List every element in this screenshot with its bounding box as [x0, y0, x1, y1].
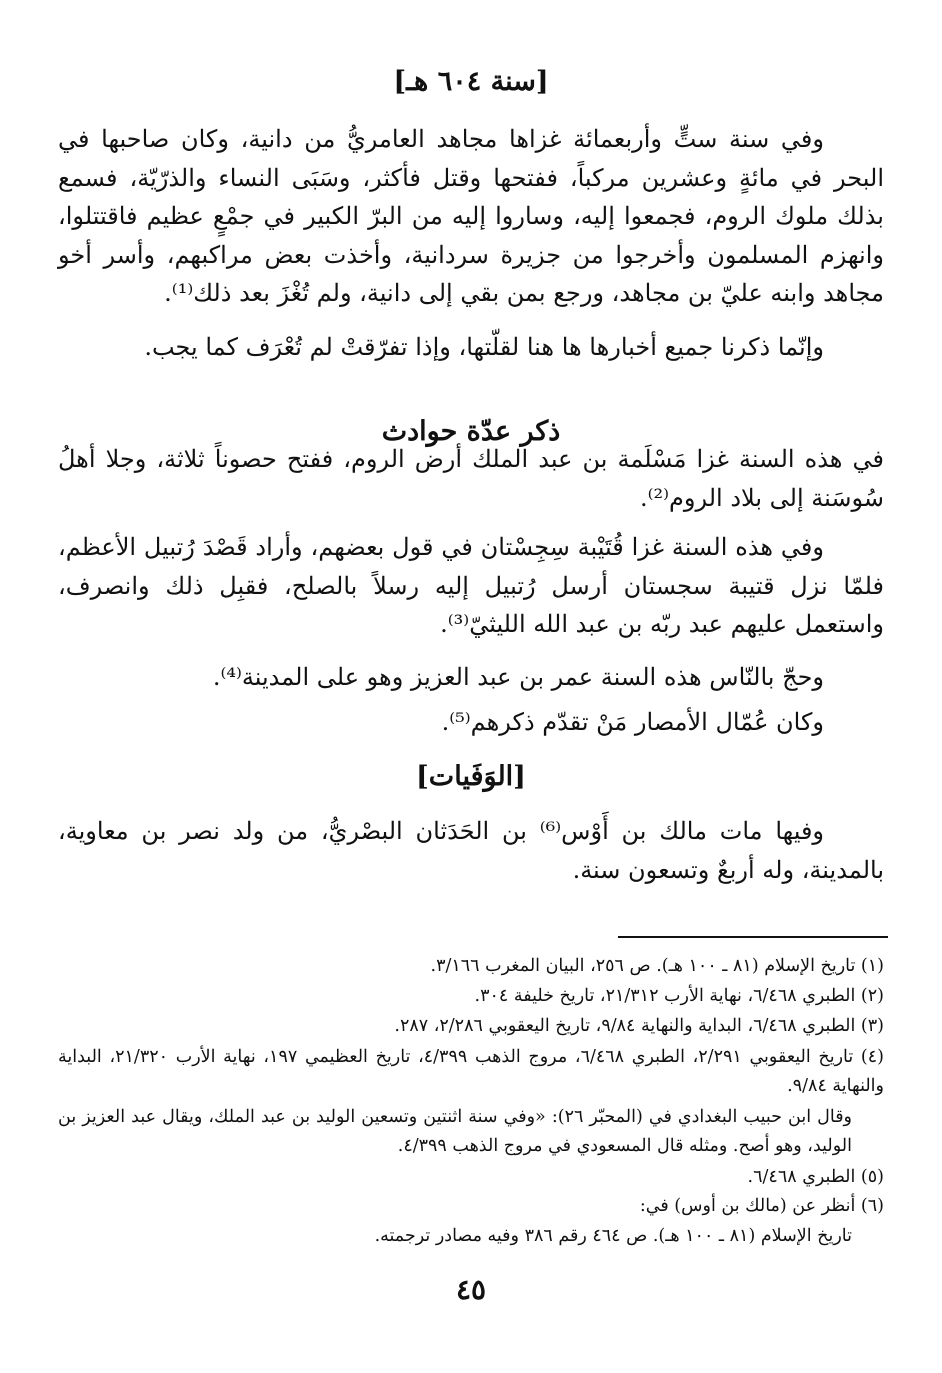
paragraph-hajj: وحجّ بالنّاس هذه السنة عمر بن عبد العزيز وهو على المدينة⁽⁴⁾. [212, 663, 824, 691]
footnote-4-continuation: وقال ابن حبيب البغدادي في (المحبّر ٢٦): «وفي سنة اثنتين وتسعين الوليد بن عبد الملك، ويقال عبد العزيز بن الوليد، وهو أصح. ومثله قال المسعودي في مروج الذهب ٤/٣٩٩. [58, 1107, 853, 1156]
footnote-6-continuation: تاريخ الإسلام (٨١ ـ ١٠٠ هـ). ص ٤٦٤ رقم ٣٨٦ وفيه مصادر ترجمته. [374, 1226, 852, 1246]
paragraph-note: وإنّما ذكرنا جميع أخبارها ها هنا لقلّتها، وإذا تفرّقتْ لم تُعْرَف كما يجب. [144, 333, 824, 361]
section-title-deaths: [الوَفَيات] [416, 761, 526, 792]
paragraph-maslama: في هذه السنة غزا مَسْلَمة بن عبد الملك أرض الروم، ففتح حصوناً ثلاثة، وجلا أهلُ سُوسَنة إلى بلاد الروم⁽²⁾. [58, 445, 884, 512]
footnote-divider [618, 936, 888, 938]
footnote-4: (٤) تاريخ اليعقوبي ٢/٢٩١، الطبري ٦/٤٦٨، مروج الذهب ٤/٣٩٩، تاريخ العظيمي ١٩٧، نهاية الأرب ٢١/٣٢٠، البداية والنهاية ٩/٨٤. [58, 1047, 884, 1096]
section-title-events: ذكر عدّة حوادث [381, 416, 561, 447]
paragraph-death-malik: وفيها مات مالك بن أَوْس⁽⁶⁾ بن الحَدَثان البصْريُّ، من ولد نصر بن معاوية، بالمدينة، وله أربعٌ وتسعون سنة. [58, 817, 884, 884]
footnote-3: (٣) الطبري ٦/٤٦٨، البداية والنهاية ٩/٨٤، تاريخ اليعقوبي ٢/٢٨٦، ٢٨٧. [394, 1016, 884, 1036]
footnote-2: (٢) الطبري ٦/٤٦٨، نهاية الأرب ٢١/٣١٢، تاريخ خليفة ٣٠٤. [474, 986, 884, 1006]
paragraph-governors: وكان عُمّال الأمصار مَنْ تقدّم ذكرهم⁽⁵⁾. [441, 708, 824, 736]
paragraph-qutayba: وفي هذه السنة غزا قُتَيْبة سِجِسْتان في قول بعضهم، وأراد قَصْدَ رُتبيل الأعظم، فلمّا نزل قتيبة سجستان أرسل رُتبيل إليه رسلاً بالصلح، فقبِل ذلك وانصرف، واستعمل عليهم عبد ربّه بن عبد الله الليثيّ⁽³⁾. [58, 533, 884, 638]
paragraph-campaign: وفي سنة ستٍّ وأربعمائة غزاها مجاهد العامريُّ من دانية، وكان صاحبها في البحر في مائةٍ وعشرين مركباً، ففتحها وقتل فأكثر، وسَبَى النساء والذرّيّة، فسمع بذلك ملوك الروم، فجمعوا إليه، وساروا إليه من البرّ الكبير في جمْعٍ عظيم فاقتتلوا، وانهزم المسلمون وأخرجوا من جزيرة سردانية، وأخذت بعض مراكبهم، وأسر أخو مجاهد وابنه عليّ بن مجاهد، ورجع بمن بقي إلى دانية، ولم تُغْزَ بعد ذلك⁽¹⁾. [58, 125, 884, 307]
footnote-5: (٥) الطبري ٦/٤٦٨. [747, 1167, 884, 1187]
year-heading: [سنة ٦٠٤ هـ] [393, 66, 549, 97]
footnote-6: (٦) أنظر عن (مالك بن أوس) في: [639, 1196, 884, 1216]
page-number: ٤٥ [455, 1273, 487, 1306]
footnote-1: (١) تاريخ الإسلام (٨١ ـ ١٠٠ هـ). ص ٢٥٦، البيان المغرب ٣/١٦٦. [430, 956, 884, 976]
